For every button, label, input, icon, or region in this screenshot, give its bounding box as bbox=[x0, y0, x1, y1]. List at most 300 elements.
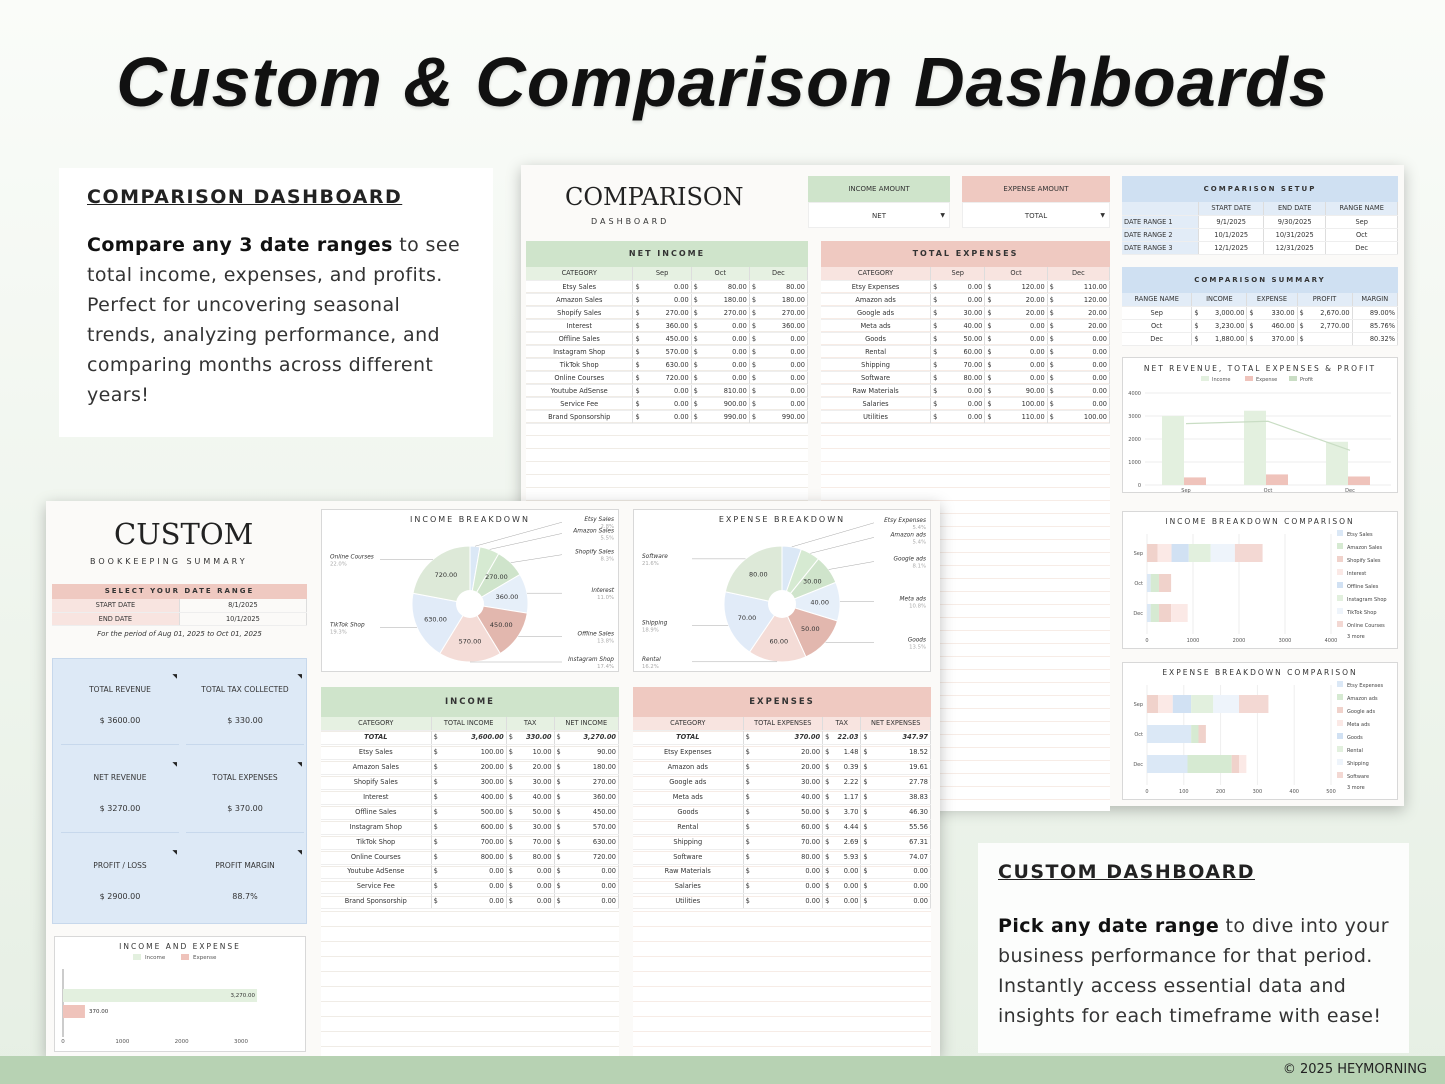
currency-symbol: $ bbox=[987, 295, 992, 304]
value-cell bbox=[554, 864, 618, 879]
stacked-segment bbox=[1147, 544, 1157, 562]
value-cell bbox=[633, 306, 691, 319]
value-cell bbox=[931, 358, 985, 371]
amount: 0.00 bbox=[536, 882, 552, 891]
currency-symbol: $ bbox=[635, 308, 640, 317]
amount: 80.00 bbox=[532, 852, 552, 861]
column-header: Sep bbox=[633, 267, 691, 280]
category-cell: Shopify Sales bbox=[321, 775, 431, 790]
corner-marker-icon: ◥ bbox=[297, 761, 302, 768]
value-cell bbox=[1047, 332, 1109, 345]
income-amount-selector[interactable] bbox=[808, 176, 950, 228]
category-cell: Shopify Sales bbox=[526, 306, 633, 319]
currency-symbol: $ bbox=[433, 778, 438, 787]
category-cell: Software bbox=[633, 849, 743, 864]
table-row bbox=[321, 894, 619, 909]
setup-input[interactable]: 9/1/2025 bbox=[1199, 215, 1264, 228]
value-cell bbox=[743, 804, 823, 819]
table-row bbox=[1122, 306, 1398, 319]
amount: 0.00 bbox=[967, 295, 983, 304]
kpi-tile bbox=[61, 753, 179, 833]
currency-symbol: $ bbox=[933, 321, 938, 330]
value-cell bbox=[1047, 397, 1109, 410]
table-row bbox=[821, 332, 1110, 345]
amount: 4.44 bbox=[843, 822, 859, 831]
column-header: Oct bbox=[691, 267, 749, 280]
slice-percent: 5.4% bbox=[912, 524, 926, 531]
y-tick-label: Oct bbox=[1134, 581, 1143, 587]
amount: 0.00 bbox=[805, 867, 821, 876]
legend-more: 3 more bbox=[1347, 785, 1365, 791]
kpi-label: NET REVENUE bbox=[93, 773, 147, 782]
stacked-segment bbox=[1235, 544, 1263, 562]
value-cell bbox=[823, 834, 861, 849]
amount: 360.00 bbox=[781, 321, 805, 330]
value-cell bbox=[506, 819, 554, 834]
column-header: TOTAL INCOME bbox=[431, 717, 506, 730]
amount: 20.00 bbox=[1088, 308, 1107, 317]
currency-symbol: $ bbox=[863, 822, 868, 831]
amount: 3.70 bbox=[843, 807, 859, 816]
stacked-segment bbox=[1147, 725, 1191, 743]
table-row bbox=[821, 319, 1110, 332]
slice-label: Offline Sales bbox=[577, 631, 614, 638]
currency-symbol: $ bbox=[751, 334, 757, 343]
currency-symbol: $ bbox=[987, 308, 992, 317]
setup-input[interactable]: 10/31/2025 bbox=[1264, 228, 1326, 241]
expense-breakdown-comparison-chart bbox=[1122, 662, 1398, 800]
slice-value: 50.00 bbox=[800, 624, 820, 633]
currency-symbol: $ bbox=[635, 412, 640, 421]
currency-symbol: $ bbox=[556, 822, 561, 831]
end-date-input[interactable]: 10/1/2025 bbox=[179, 612, 306, 625]
setup-input[interactable]: 12/31/2025 bbox=[1264, 241, 1326, 254]
legend-swatch bbox=[133, 954, 141, 960]
total-label: TOTAL bbox=[321, 730, 431, 745]
amount: 3,600.00 bbox=[471, 733, 504, 742]
legend-swatch bbox=[1201, 376, 1209, 381]
category-cell: Google ads bbox=[633, 775, 743, 790]
expenses-header: EXPENSES bbox=[633, 687, 931, 717]
currency-symbol: $ bbox=[433, 852, 438, 861]
setup-input[interactable]: 9/30/2025 bbox=[1264, 215, 1326, 228]
value-cell bbox=[554, 790, 618, 805]
value-cell bbox=[931, 397, 985, 410]
summary-value bbox=[1192, 332, 1247, 345]
currency-symbol: $ bbox=[635, 360, 640, 369]
legend-swatch bbox=[1337, 772, 1343, 778]
value-cell bbox=[743, 745, 823, 760]
amount: 300.00 bbox=[480, 778, 504, 787]
amount: 270.00 bbox=[592, 778, 616, 787]
amount: 450.00 bbox=[665, 334, 689, 343]
currency-symbol: $ bbox=[635, 386, 640, 395]
amount: 347.97 bbox=[902, 733, 928, 742]
currency-symbol: $ bbox=[745, 837, 750, 846]
value-cell bbox=[506, 775, 554, 790]
column-header: RANGE NAME bbox=[1326, 202, 1398, 215]
currency-symbol: $ bbox=[635, 321, 640, 330]
currency-symbol: $ bbox=[1049, 295, 1054, 304]
legend-label: Rental bbox=[1347, 748, 1363, 754]
slice-percent: 18.9% bbox=[642, 627, 659, 634]
table-row bbox=[526, 319, 808, 332]
slice-percent: 17.4% bbox=[597, 664, 614, 670]
legend-swatch bbox=[1337, 569, 1343, 575]
category-cell: Shipping bbox=[821, 358, 931, 371]
amount: 0.00 bbox=[1029, 321, 1045, 330]
amount: 80.00 bbox=[727, 282, 747, 291]
range-label: DATE RANGE 3 bbox=[1122, 241, 1199, 254]
stacked-segment bbox=[1191, 725, 1198, 743]
currency-symbol: $ bbox=[693, 412, 698, 421]
amount: 120.00 bbox=[1021, 282, 1045, 291]
category-cell: Brand Sponsorship bbox=[526, 410, 633, 423]
column-header: PROFIT bbox=[1297, 293, 1352, 306]
value-cell bbox=[506, 745, 554, 760]
slice-value: 720.00 bbox=[434, 570, 458, 579]
slice-label: Instagram Shop bbox=[568, 657, 614, 663]
summary-value bbox=[1247, 332, 1297, 345]
table-row bbox=[1122, 332, 1398, 345]
value-cell bbox=[1047, 358, 1109, 371]
legend-label: Profit bbox=[1300, 377, 1314, 383]
amount: 0.00 bbox=[967, 386, 983, 395]
amount: 60.00 bbox=[963, 347, 983, 356]
category-cell: Salaries bbox=[633, 879, 743, 894]
amount: 360.00 bbox=[592, 793, 616, 801]
slice-label: Interest bbox=[591, 588, 614, 595]
slice-percent: 13.8% bbox=[597, 638, 614, 645]
amount: 0.00 bbox=[790, 373, 805, 382]
amount: 370.00 bbox=[1271, 334, 1295, 343]
currency-symbol: $ bbox=[556, 882, 561, 891]
category-cell: Amazon ads bbox=[633, 760, 743, 775]
amount: 2.22 bbox=[843, 778, 859, 787]
currency-symbol: $ bbox=[693, 373, 698, 382]
setup-input[interactable]: Sep bbox=[1326, 215, 1398, 228]
currency-symbol: $ bbox=[508, 867, 513, 876]
amount: 30.00 bbox=[532, 822, 552, 831]
currency-symbol: $ bbox=[751, 412, 757, 421]
amount: 0.00 bbox=[790, 360, 805, 369]
value-cell bbox=[506, 760, 554, 775]
corner-marker-icon: ◥ bbox=[172, 849, 177, 856]
comparison-setup-table bbox=[1122, 176, 1398, 255]
column-header: Dec bbox=[1047, 267, 1109, 280]
value-cell bbox=[749, 332, 807, 345]
date-range-header: SELECT YOUR DATE RANGE bbox=[52, 584, 307, 599]
chart-legend bbox=[1201, 376, 1313, 383]
amount: 990.00 bbox=[781, 412, 805, 421]
legend-swatch bbox=[181, 954, 189, 960]
comparison-card-bold: Compare any 3 date ranges bbox=[87, 234, 393, 256]
value-cell bbox=[633, 319, 691, 332]
value-cell bbox=[931, 384, 985, 397]
amount: 90.00 bbox=[1025, 386, 1045, 395]
currency-symbol: $ bbox=[825, 733, 830, 742]
legend-label: Online Courses bbox=[1347, 623, 1385, 629]
value-cell bbox=[985, 319, 1047, 332]
category-cell: Online Courses bbox=[321, 849, 431, 864]
column-header: Oct bbox=[985, 267, 1047, 280]
table-row bbox=[633, 849, 931, 864]
category-cell: Interest bbox=[321, 790, 431, 805]
table-row bbox=[821, 384, 1110, 397]
x-tick-label: Oct bbox=[1263, 488, 1273, 494]
value-cell bbox=[749, 371, 807, 384]
value-cell bbox=[554, 760, 618, 775]
amount: 40.00 bbox=[963, 321, 983, 330]
currency-symbol: $ bbox=[745, 822, 750, 831]
table-row bbox=[526, 345, 808, 358]
amount: 0.00 bbox=[967, 399, 983, 408]
value-cell bbox=[554, 730, 618, 745]
value-cell bbox=[749, 384, 807, 397]
currency-symbol: $ bbox=[1194, 308, 1199, 317]
slice-value: 570.00 bbox=[458, 637, 482, 646]
legend-label: Etsy Expenses bbox=[1347, 683, 1384, 689]
slice-label: Amazon Sales bbox=[573, 528, 614, 535]
setup-input[interactable]: 10/1/2025 bbox=[1199, 228, 1264, 241]
amount: 10.00 bbox=[532, 748, 552, 757]
amount: 120.00 bbox=[1083, 295, 1107, 304]
legend-swatch bbox=[1337, 733, 1343, 739]
value-cell bbox=[431, 864, 506, 879]
value-cell bbox=[823, 760, 861, 775]
currency-symbol: $ bbox=[751, 308, 757, 317]
expense-amount-selector[interactable] bbox=[962, 176, 1110, 228]
expense-bar bbox=[1266, 474, 1288, 485]
currency-symbol: $ bbox=[863, 763, 868, 772]
legend-swatch bbox=[1337, 720, 1343, 726]
currency-symbol: $ bbox=[825, 882, 830, 891]
category-cell: TikTok Shop bbox=[526, 358, 633, 371]
table-row bbox=[526, 358, 808, 371]
amount: 600.00 bbox=[480, 822, 504, 831]
legend-label: Instagram Shop bbox=[1347, 597, 1387, 603]
amount: 0.00 bbox=[536, 897, 552, 906]
currency-symbol: $ bbox=[751, 399, 757, 408]
value-cell bbox=[554, 775, 618, 790]
copyright-text: © 2025 HEYMORNING bbox=[1282, 1062, 1427, 1077]
value-cell bbox=[861, 730, 931, 745]
legend-label: Google ads bbox=[1347, 709, 1376, 715]
currency-symbol: $ bbox=[745, 807, 750, 816]
y-tick-label: Dec bbox=[1133, 762, 1143, 768]
legend-swatch bbox=[1337, 707, 1343, 713]
value-cell bbox=[743, 864, 823, 879]
legend-swatch bbox=[1337, 681, 1343, 687]
table-row bbox=[526, 371, 808, 384]
amount: 180.00 bbox=[781, 295, 805, 304]
x-tick-label: 300 bbox=[1252, 789, 1263, 795]
currency-symbol: $ bbox=[508, 837, 513, 846]
x-tick-label: 3000 bbox=[234, 1039, 248, 1045]
value-cell bbox=[1047, 384, 1109, 397]
kpi-label: PROFIT MARGIN bbox=[215, 861, 275, 870]
stacked-segment bbox=[1158, 695, 1173, 713]
table-row bbox=[321, 819, 619, 834]
value-cell bbox=[985, 280, 1047, 293]
legend-label: Expense bbox=[193, 955, 217, 961]
summary-value: 85.76% bbox=[1352, 319, 1397, 332]
legend-swatch bbox=[1337, 556, 1343, 562]
table-row bbox=[633, 804, 931, 819]
currency-symbol: $ bbox=[825, 837, 830, 846]
amount: 30.00 bbox=[801, 778, 821, 787]
x-tick-label: 0 bbox=[61, 1039, 65, 1045]
amount: 2,770.00 bbox=[1320, 321, 1350, 330]
category-cell: Google ads bbox=[821, 306, 931, 319]
table-row bbox=[821, 371, 1110, 384]
currency-symbol: $ bbox=[556, 837, 561, 846]
table-row bbox=[321, 790, 619, 805]
total-expenses-header: TOTAL EXPENSES bbox=[821, 241, 1110, 267]
setup-input[interactable]: Dec bbox=[1326, 241, 1398, 254]
currency-symbol: $ bbox=[433, 748, 438, 757]
value-cell bbox=[506, 879, 554, 894]
currency-symbol: $ bbox=[433, 897, 438, 906]
currency-symbol: $ bbox=[825, 897, 830, 906]
value-cell bbox=[633, 280, 691, 293]
value-cell bbox=[749, 319, 807, 332]
category-cell: Raw Materials bbox=[633, 864, 743, 879]
table-row bbox=[321, 849, 619, 864]
pie-hole bbox=[768, 590, 796, 618]
currency-symbol: $ bbox=[1049, 399, 1054, 408]
income-bar bbox=[1162, 416, 1184, 485]
summary-value: 80.32% bbox=[1352, 332, 1397, 345]
value-cell bbox=[431, 730, 506, 745]
value-cell bbox=[985, 293, 1047, 306]
setup-input[interactable]: Oct bbox=[1326, 228, 1398, 241]
value-cell bbox=[691, 358, 749, 371]
amount: 0.00 bbox=[967, 282, 983, 291]
currency-symbol: $ bbox=[825, 867, 830, 876]
value-cell bbox=[749, 293, 807, 306]
table-row bbox=[633, 879, 931, 894]
category-cell: Amazon ads bbox=[821, 293, 931, 306]
y-tick-label: Dec bbox=[1133, 611, 1143, 617]
legend-swatch bbox=[1337, 746, 1343, 752]
slice-percent: 8.1% bbox=[912, 563, 926, 570]
expenses-table bbox=[633, 687, 931, 1067]
value-cell bbox=[861, 775, 931, 790]
currency-symbol: $ bbox=[1049, 321, 1054, 330]
y-tick-label: 3000 bbox=[1128, 414, 1141, 420]
leader-line bbox=[490, 533, 562, 549]
value-cell bbox=[931, 410, 985, 423]
amount: 67.31 bbox=[909, 837, 928, 846]
currency-symbol: $ bbox=[693, 399, 698, 408]
legend-swatch bbox=[1337, 608, 1343, 614]
expense-breakdown-title: EXPENSE BREAKDOWN bbox=[718, 515, 846, 524]
currency-symbol: $ bbox=[933, 373, 938, 382]
slice-label: Software bbox=[642, 553, 668, 560]
category-cell: Youtube AdSense bbox=[526, 384, 633, 397]
category-cell: Service Fee bbox=[321, 879, 431, 894]
currency-symbol: $ bbox=[825, 822, 830, 831]
corner-marker-icon: ◥ bbox=[297, 849, 302, 856]
currency-symbol: $ bbox=[556, 852, 561, 861]
expense-breakdown-comparison-svg bbox=[1123, 677, 1397, 801]
table-row bbox=[821, 345, 1110, 358]
amount: 0.00 bbox=[1029, 334, 1045, 343]
value-cell bbox=[743, 894, 823, 909]
slice-percent: 11.0% bbox=[597, 595, 614, 602]
legend-swatch bbox=[1337, 621, 1343, 627]
amount: 0.00 bbox=[489, 882, 504, 891]
range-name-cell: Dec bbox=[1122, 332, 1192, 345]
currency-symbol: $ bbox=[508, 897, 513, 906]
value-cell bbox=[931, 293, 985, 306]
amount: 0.00 bbox=[790, 399, 805, 408]
setup-input[interactable]: 12/1/2025 bbox=[1199, 241, 1264, 254]
column-header: Sep bbox=[931, 267, 985, 280]
currency-symbol: $ bbox=[433, 763, 438, 772]
currency-symbol: $ bbox=[693, 282, 698, 291]
value-cell bbox=[431, 804, 506, 819]
amount: 20.00 bbox=[801, 763, 821, 772]
value-cell bbox=[506, 849, 554, 864]
currency-symbol: $ bbox=[825, 778, 830, 787]
currency-symbol: $ bbox=[1049, 373, 1054, 382]
amount: 20.00 bbox=[1025, 295, 1045, 304]
value-cell bbox=[506, 894, 554, 909]
amount: 38.83 bbox=[909, 793, 928, 801]
x-tick-label: 100 bbox=[1179, 789, 1189, 795]
amount: 0.00 bbox=[1029, 373, 1045, 382]
profit-line bbox=[1186, 421, 1350, 450]
value-cell bbox=[691, 397, 749, 410]
currency-symbol: $ bbox=[933, 360, 938, 369]
amount: 0.00 bbox=[673, 386, 689, 395]
value-cell bbox=[985, 371, 1047, 384]
value-cell bbox=[633, 332, 691, 345]
value-cell bbox=[431, 745, 506, 760]
value-cell bbox=[1047, 410, 1109, 423]
slice-value: 360.00 bbox=[495, 592, 519, 601]
slice-label: Amazon ads bbox=[890, 532, 926, 539]
currency-symbol: $ bbox=[693, 386, 698, 395]
custom-dashboard-sheet bbox=[46, 501, 940, 1057]
value-cell bbox=[749, 358, 807, 371]
amount: 3,270.00 bbox=[583, 733, 616, 742]
currency-symbol: $ bbox=[933, 386, 938, 395]
income-amount-value: NET bbox=[872, 212, 886, 220]
amount: 990.00 bbox=[723, 412, 747, 421]
table-row bbox=[321, 804, 619, 819]
legend-label: Etsy Sales bbox=[1347, 532, 1373, 538]
value-cell bbox=[554, 819, 618, 834]
summary-value bbox=[1297, 319, 1352, 332]
amount: 0.00 bbox=[732, 334, 747, 343]
expense-bar bbox=[1348, 476, 1370, 485]
category-cell: Etsy Sales bbox=[526, 280, 633, 293]
column-header: INCOME bbox=[1192, 293, 1247, 306]
table-row bbox=[526, 293, 808, 306]
currency-symbol: $ bbox=[863, 748, 868, 757]
legend-label: Offline Sales bbox=[1347, 584, 1379, 590]
table-row bbox=[526, 332, 808, 345]
amount: 18.52 bbox=[909, 748, 928, 757]
category-cell: Etsy Sales bbox=[321, 745, 431, 760]
value-cell bbox=[431, 894, 506, 909]
category-cell: Utilities bbox=[821, 410, 931, 423]
currency-symbol: $ bbox=[556, 778, 561, 787]
start-date-input[interactable]: 8/1/2025 bbox=[179, 599, 306, 612]
